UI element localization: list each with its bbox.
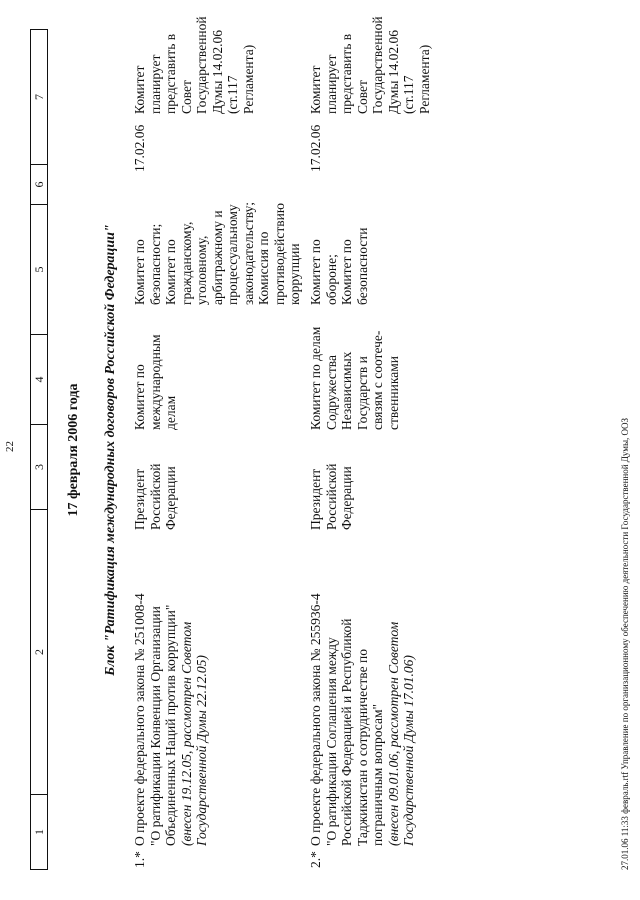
co-executor-line: безопасности; — [147, 223, 163, 305]
initiator-line: Президент — [132, 468, 147, 530]
remark — [308, 16, 432, 156]
block-heading: Блок "Ратификация международных договоров Российской Федерации" — [103, 224, 118, 676]
row-title — [308, 541, 417, 846]
responsible-line: Комитет по делам — [308, 326, 323, 430]
title-line: Объединенных Наций против коррупции" — [163, 604, 178, 846]
co-executor-line: законодательству; — [240, 202, 256, 305]
initiator — [308, 440, 355, 530]
initiator-line: Российской — [147, 463, 163, 530]
responsible-committee — [308, 310, 401, 430]
co-executor-line: обороне; — [323, 254, 339, 305]
note-line: (внесен 09.01.06, рассмотрен Советом — [385, 621, 401, 846]
co-executor-line: Комитет по — [132, 239, 147, 305]
co-executor-line: Комитет по — [163, 239, 178, 305]
title-line: О проекте федерального закона № 255936-4 — [308, 593, 323, 846]
title-line: "О ратификации Соглашения между — [323, 637, 339, 846]
co-executor-line: процессуальному — [225, 204, 240, 305]
column-number: 7 — [31, 30, 48, 165]
note-line: Государственной Думы 17.01.06) — [401, 655, 416, 846]
row-title — [132, 541, 210, 846]
remark-line: Государственной — [194, 16, 209, 114]
remark-line: Комитет планирует — [132, 54, 163, 114]
title-line: "О ратификации Конвенции Организации — [147, 606, 163, 846]
responsible-line: ственниками — [385, 356, 401, 430]
co-executor-line: гражданскому, — [178, 221, 194, 305]
remark-line: Думы 14.02.06 — [209, 29, 225, 114]
responsible-line: Комитет по — [132, 364, 147, 430]
column-number: 5 — [31, 205, 48, 335]
remark-line: Думы 14.02.06 — [385, 29, 401, 114]
co-executor-line: уголовному, — [194, 235, 209, 305]
co-executor-line: Комитет по — [308, 239, 323, 305]
column-number: 4 — [31, 335, 48, 425]
title-line: пограничным вопросам" — [370, 703, 385, 846]
remark-line: (ст.117 Регламента) — [401, 44, 432, 114]
title-line: Российской Федерацией и Республикой — [339, 618, 354, 846]
row-number: 2.* — [308, 851, 323, 868]
responsible-line: связям с соотече- — [370, 330, 385, 430]
title-line: О проекте федерального закона № 251008-4 — [132, 593, 147, 846]
date-cell: 17.02.06 — [308, 124, 323, 172]
remark-line: Комитет планирует — [308, 54, 339, 114]
remark-line: представить в Совет — [163, 33, 194, 114]
initiator-line: Российской — [323, 463, 339, 530]
title-line: Таджикистан о сотрудничестве по — [354, 649, 370, 846]
initiator-line: Федерации — [339, 466, 354, 530]
co-executor-line: коррупции — [287, 243, 302, 305]
date-heading: 17 февраля 2006 года — [66, 383, 81, 517]
co-executor-line: арбитражному и — [209, 210, 225, 305]
responsible-line: международным — [147, 334, 163, 430]
column-number-header — [30, 29, 48, 870]
co-executor-line: Комитет по — [339, 239, 354, 305]
initiator — [132, 440, 179, 530]
co-executors — [132, 170, 303, 305]
remark-line: (ст.117 Регламента) — [225, 44, 256, 114]
column-number: 3 — [31, 425, 48, 510]
responsible-committee — [132, 330, 179, 430]
page-number: 22 — [4, 441, 16, 452]
row-number: 1.* — [132, 851, 147, 868]
note-line: (внесен 19.12.05, рассмотрен Советом — [178, 621, 194, 846]
responsible-line: Государств и — [354, 356, 370, 430]
column-number: 2 — [31, 510, 48, 795]
initiator-line: Федерации — [163, 466, 178, 530]
initiator-line: Президент — [308, 468, 323, 530]
co-executors — [308, 185, 370, 305]
remark — [132, 16, 256, 156]
co-executor-line: безопасности — [354, 227, 370, 305]
date-cell: 17.02.06 — [132, 124, 147, 172]
co-executor-line: Комиссия по — [256, 231, 271, 305]
co-executor-line: противодействию — [271, 203, 287, 305]
remark-line: Государственной — [370, 16, 385, 114]
responsible-line: Независимых — [339, 351, 354, 430]
responsible-line: делам — [163, 395, 178, 430]
column-number: 6 — [31, 165, 48, 205]
footer-text: 27.01.06 11:33 февраль.rtf Управление по организационному обеспечению деятельности Государственной Думы, ООЗ — [620, 417, 630, 870]
remark-line: представить в Совет — [339, 33, 370, 114]
column-number: 1 — [31, 795, 48, 870]
note-line: Государственной Думы 22.12.05) — [194, 655, 209, 846]
responsible-line: Содружества — [323, 355, 339, 430]
